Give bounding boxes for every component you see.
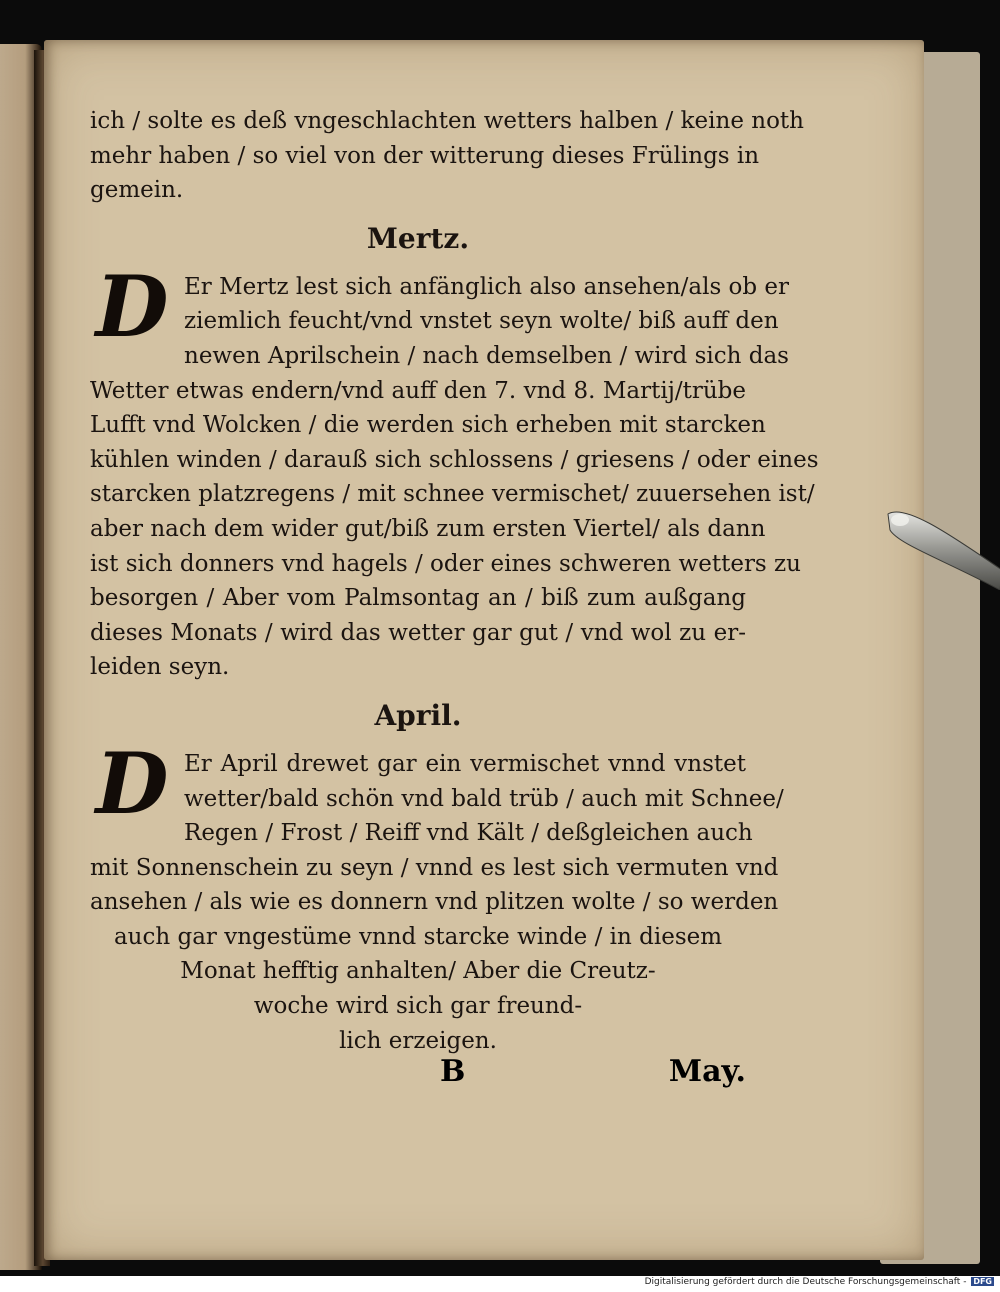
dfg-logo-icon: DFG [973,1277,992,1286]
text-line: Er April drewet gar ein vermischet vnnd vnstet [184,750,746,777]
text-line: woche wird sich gar freund- [253,993,583,1020]
catchword: May. [668,1054,746,1089]
page-footer [90,1054,746,1100]
text-line: Monat hefftig anhalten/ Aber die Creutz- [180,958,656,985]
text-line: Wetter etwas endern/vnd auff den 7. vnd 8. Martij/trübe [90,377,746,404]
signature-mark: B [440,1054,466,1089]
drop-cap-initial: D [95,256,169,356]
intro-paragraph [90,104,804,208]
section-heading-april: April. [374,698,462,732]
text-line: newen Aprilschein / nach demselben / wird sich das [184,342,789,369]
page-text [90,104,819,1058]
metal-pointer-icon [884,500,1000,590]
text-line: mit Sonnenschein zu seyn / vnnd es lest sich vermuten vnd [90,854,779,881]
text-line: mehr haben / so viel von der witterung dieses Frülings in [90,142,760,169]
credit-line [645,1277,994,1287]
credit-text: Digitalisierung gefördert durch die Deutsche Forschungsgemeinschaft - [644,1277,967,1287]
text-line: dieses Monats / wird das wetter gar gut / vnd wol zu er- [90,619,746,646]
text-line: Regen / Frost / Reiff vnd Kält / deßgleichen auch [184,820,753,847]
april-paragraph [90,733,784,1058]
drop-cap-initial: D [95,733,169,833]
text-line: besorgen / Aber vom Palmsontag an / biß zum außgang [90,585,746,612]
text-line: starcken platzregens / mit schnee vermischet/ zuuersehen ist/ [90,481,815,508]
text-line: Lufft vnd Wolcken / die werden sich erheben mit starcken [90,412,766,439]
book-page [44,40,924,1260]
text-line: gemein. [90,177,184,204]
text-line: auch gar vngestüme vnnd starcke winde / in diesem [113,923,723,950]
text-line: aber nach dem wider gut/biß zum ersten Viertel/ als dann [90,515,766,542]
text-line: kühlen winden / darauß sich schlossens / griesens / oder eines [90,446,819,473]
text-line: lich erzeigen. [339,1027,497,1054]
section-heading-mertz: Mertz. [366,221,470,255]
text-line: wetter/bald schön vnd bald trüb / auch mit Schnee/ [184,785,784,812]
mertz-paragraph [90,256,819,685]
text-line: ist sich donners vnd hagels / oder eines schweren wetters zu [90,550,801,577]
text-line: ziemlich feucht/vnd vnstet seyn wolte/ biß auff den [184,308,779,335]
text-line: ansehen / als wie es donnern vnd plitzen wolte / so werden [90,889,779,916]
text-line: Er Mertz lest sich anfänglich also ansehen/als ob er [184,273,790,300]
text-line: leiden seyn. [90,654,230,681]
text-line: ich / solte es deß vngeschlachten wetters halben / keine noth [90,108,804,134]
